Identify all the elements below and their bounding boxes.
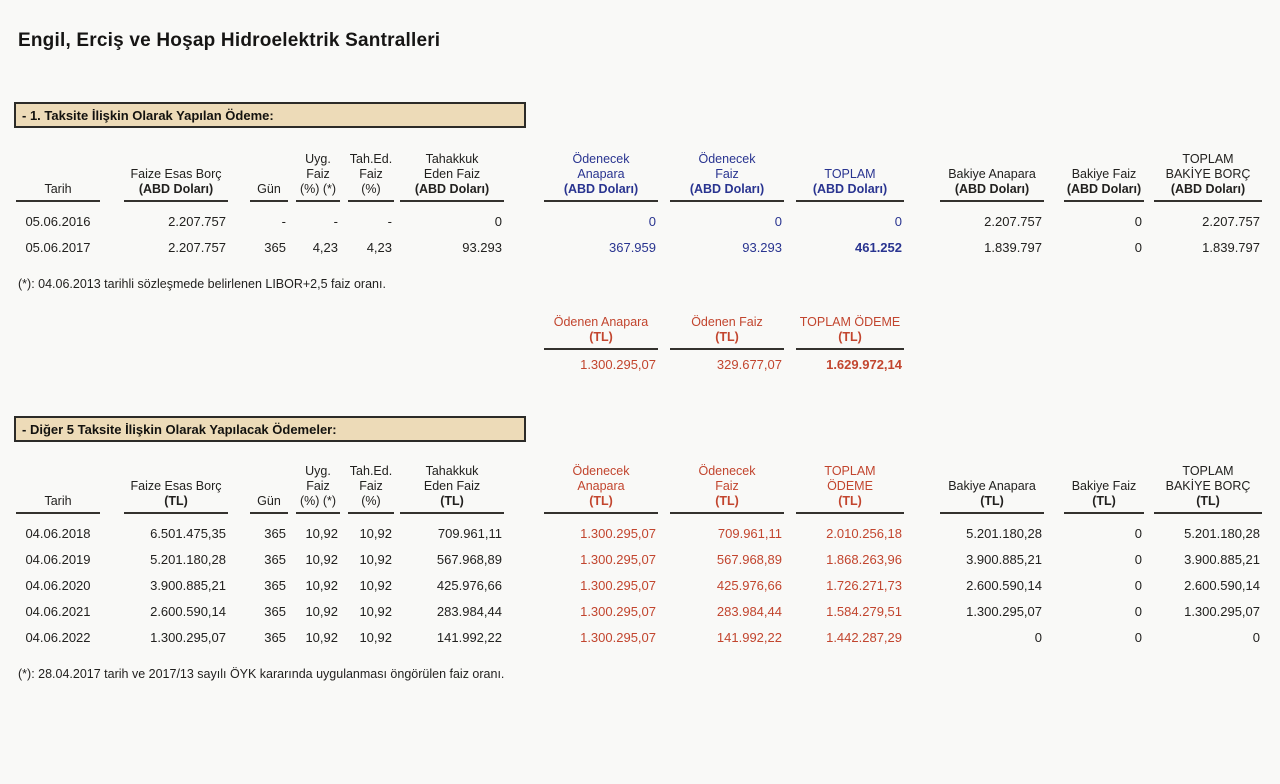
header-line: Ödenen Anapara <box>553 315 649 329</box>
col-header-toplam <box>796 143 904 202</box>
header-line: (%) (*) <box>299 494 337 508</box>
header-line: Gün <box>257 182 281 196</box>
cell: 0 <box>1134 239 1142 255</box>
cell: 4,23 <box>366 239 392 255</box>
header-line: (ABD Doları) <box>138 182 214 196</box>
header-line: Faiz <box>306 479 330 493</box>
col-header-bakiye-anapara <box>940 455 1044 514</box>
table-row <box>0 234 1262 260</box>
paid-summary-header-row <box>0 306 1262 350</box>
header-line: TOPLAM <box>1182 464 1234 478</box>
header-line: Gün <box>257 494 281 508</box>
cell: 04.06.2022 <box>25 629 91 645</box>
header-line: (TL) <box>715 494 739 508</box>
tl-paid-summary-table <box>0 306 1262 378</box>
cell: 2.600.590,14 <box>1184 577 1260 593</box>
cell: 5.201.180,28 <box>1184 525 1260 541</box>
cell: 0 <box>1034 629 1042 645</box>
col-header-toplam-odeme <box>796 306 904 350</box>
header-line: Tahakkuk <box>425 152 479 166</box>
cell: 1.300.295,07 <box>580 577 656 593</box>
header-line: (ABD Doları) <box>1170 182 1246 196</box>
cell: 0 <box>1134 629 1142 645</box>
col-header-toplam-bakiye-borc <box>1154 143 1262 202</box>
header-line: (TL) <box>838 330 862 344</box>
cell: 10,92 <box>305 603 338 619</box>
header-line: (ABD Doları) <box>414 182 490 196</box>
header-line: (%) <box>361 494 381 508</box>
col-header-tahakkuk-eden-faiz <box>400 455 504 514</box>
cell: 10,92 <box>305 629 338 645</box>
header-line: Anapara <box>577 479 625 493</box>
col-header-toplam-bakiye-borc <box>1154 455 1262 514</box>
header-line: (TL) <box>1092 494 1116 508</box>
header-line: Ödenecek <box>698 464 756 478</box>
cell: 367.959 <box>609 239 656 255</box>
cell: 1.300.295,07 <box>580 603 656 619</box>
cell: 329.677,07 <box>716 356 782 372</box>
section-2-header-band <box>14 416 526 442</box>
cell: 93.293 <box>462 239 502 255</box>
header-line: (TL) <box>164 494 188 508</box>
cell: 6.501.475,35 <box>150 525 226 541</box>
header-line: Tah.Ed. <box>349 464 393 478</box>
cell: 0 <box>774 213 782 229</box>
cell: 0 <box>1134 213 1142 229</box>
footnote-1: (*): 04.06.2013 tarihli sözleşmede belirlenen LIBOR+2,5 faiz oranı. <box>18 277 386 291</box>
cell: 0 <box>1134 603 1142 619</box>
cell: 04.06.2021 <box>25 603 91 619</box>
section-2-title: - Diğer 5 Taksite İlişkin Olarak Yapılacak Ödemeler: <box>22 421 337 437</box>
cell: 2.207.757 <box>168 213 226 229</box>
usd-table-header-row <box>0 143 1262 202</box>
header-line: Faiz <box>306 167 330 181</box>
cell: 1.300.295,07 <box>580 525 656 541</box>
table-row <box>0 520 1262 546</box>
table-row <box>0 598 1262 624</box>
cell: 1.300.295,07 <box>1184 603 1260 619</box>
header-line: Faize Esas Borç <box>130 167 222 181</box>
tl-payment-table <box>0 455 1262 650</box>
cell: 0 <box>1134 577 1142 593</box>
header-line: TOPLAM <box>824 464 876 478</box>
header-line: Faiz <box>715 479 739 493</box>
cell: 461.252 <box>855 239 902 255</box>
header-line: (TL) <box>838 494 862 508</box>
cell: - <box>387 213 392 229</box>
cell: 3.900.885,21 <box>150 577 226 593</box>
header-line: (ABD Doları) <box>689 182 765 196</box>
cell: 2.600.590,14 <box>966 577 1042 593</box>
cell: 10,92 <box>359 551 392 567</box>
col-header-odenecek-faiz <box>670 455 784 514</box>
col-header-odenecek-anapara <box>544 143 658 202</box>
cell: 2.207.757 <box>168 239 226 255</box>
cell: 1.726.271,73 <box>826 577 902 593</box>
cell: 141.992,22 <box>716 629 782 645</box>
cell: 1.300.295,07 <box>966 603 1042 619</box>
cell: 10,92 <box>305 525 338 541</box>
tl-table-header-row <box>0 455 1262 514</box>
col-header-uyg-faiz <box>296 143 340 202</box>
usd-payment-table <box>0 143 1262 260</box>
header-line: Tarih <box>44 182 72 196</box>
cell: 4,23 <box>312 239 338 255</box>
header-line: TOPLAM ÖDEME <box>799 315 901 329</box>
col-header-tah-ed-faiz <box>348 455 394 514</box>
cell: 365 <box>264 239 286 255</box>
header-line: Eden Faiz <box>423 167 481 181</box>
col-header-odenecek-anapara <box>544 455 658 514</box>
cell: 10,92 <box>305 551 338 567</box>
cell: 0 <box>494 213 502 229</box>
cell: 1.839.797 <box>984 239 1042 255</box>
col-header-bakiye-faiz <box>1064 455 1144 514</box>
header-line: ÖDEME <box>827 479 873 493</box>
cell: 1.584.279,51 <box>826 603 902 619</box>
cell: 2.207.757 <box>984 213 1042 229</box>
cell: 5.201.180,28 <box>966 525 1042 541</box>
cell: 04.06.2020 <box>25 577 91 593</box>
header-line: (%) <box>361 182 381 196</box>
col-header-tahakkuk-eden-faiz <box>400 143 504 202</box>
cell: 0 <box>1134 525 1142 541</box>
header-line: Faiz <box>715 167 739 181</box>
col-header-toplam-odeme <box>796 455 904 514</box>
header-line: TOPLAM <box>1182 152 1234 166</box>
header-line: Bakiye Anapara <box>948 167 1036 181</box>
col-header-odenecek-faiz <box>670 143 784 202</box>
header-line: Ödenen Faiz <box>691 315 763 329</box>
col-header-bakiye-faiz <box>1064 143 1144 202</box>
header-line: Ödenecek <box>572 152 630 166</box>
header-line: (ABD Doları) <box>1066 182 1142 196</box>
header-line: BAKİYE BORÇ <box>1165 167 1251 181</box>
cell: 10,92 <box>359 577 392 593</box>
header-line: (ABD Doları) <box>954 182 1030 196</box>
cell: 04.06.2019 <box>25 551 91 567</box>
cell: 365 <box>264 603 286 619</box>
cell: 1.868.263,96 <box>826 551 902 567</box>
cell: 567.968,89 <box>716 551 782 567</box>
table-row <box>0 350 1262 378</box>
header-line: (TL) <box>589 494 613 508</box>
cell: 1.300.295,07 <box>580 356 656 372</box>
cell: 10,92 <box>359 525 392 541</box>
header-line: Bakiye Faiz <box>1071 479 1137 493</box>
section-1-title: - 1. Taksite İlişkin Olarak Yapılan Ödeme: <box>22 107 274 123</box>
header-line: (TL) <box>980 494 1004 508</box>
header-line: Faize Esas Borç <box>130 479 222 493</box>
cell: 2.207.757 <box>1202 213 1260 229</box>
cell: 365 <box>264 525 286 541</box>
cell: 283.984,44 <box>436 603 502 619</box>
section-1-header-band <box>14 102 526 128</box>
header-line: (ABD Doları) <box>563 182 639 196</box>
col-header-faize-esas-borc <box>124 143 228 202</box>
cell: - <box>281 213 286 229</box>
header-line: Tahakkuk <box>425 464 479 478</box>
header-line: (%) (*) <box>299 182 337 196</box>
cell: 04.06.2018 <box>25 525 91 541</box>
cell: 425.976,66 <box>436 577 502 593</box>
table-row <box>0 208 1262 234</box>
cell: 365 <box>264 629 286 645</box>
col-header-faize-esas-borc <box>124 455 228 514</box>
cell: 5.201.180,28 <box>150 551 226 567</box>
header-line: Faiz <box>359 479 383 493</box>
cell: 10,92 <box>359 629 392 645</box>
cell: - <box>333 213 338 229</box>
col-header-gun <box>250 143 288 202</box>
header-line: Ödenecek <box>572 464 630 478</box>
cell: 0 <box>1134 551 1142 567</box>
col-header-odenen-anapara <box>544 306 658 350</box>
cell: 10,92 <box>305 577 338 593</box>
header-line: Uyg. <box>305 464 331 478</box>
header-line: (TL) <box>440 494 464 508</box>
cell: 1.442.287,29 <box>826 629 902 645</box>
page-title: Engil, Erciş ve Hoşap Hidroelektrik Santralleri <box>18 30 441 51</box>
table-row <box>0 624 1262 650</box>
cell: 1.300.295,07 <box>580 629 656 645</box>
cell: 1.300.295,07 <box>580 551 656 567</box>
cell: 3.900.885,21 <box>1184 551 1260 567</box>
header-line: BAKİYE BORÇ <box>1165 479 1251 493</box>
col-header-odenen-faiz <box>670 306 784 350</box>
header-line: Bakiye Faiz <box>1071 167 1137 181</box>
cell: 141.992,22 <box>436 629 502 645</box>
header-line: Eden Faiz <box>423 479 481 493</box>
footnote-2: (*): 28.04.2017 tarih ve 2017/13 sayılı ÖYK kararında uygulanması öngörülen faiz oranı. <box>18 667 505 681</box>
col-header-gun <box>250 455 288 514</box>
header-line: Faiz <box>359 167 383 181</box>
header-line: Tah.Ed. <box>349 152 393 166</box>
header-line: (TL) <box>1196 494 1220 508</box>
cell: 05.06.2016 <box>25 213 91 229</box>
header-line: TOPLAM <box>824 167 876 181</box>
cell: 0 <box>894 213 902 229</box>
cell: 425.976,66 <box>716 577 782 593</box>
table-row <box>0 546 1262 572</box>
header-line: Ödenecek <box>698 152 756 166</box>
cell: 0 <box>648 213 656 229</box>
cell: 283.984,44 <box>716 603 782 619</box>
col-header-tarih <box>16 455 100 514</box>
cell: 05.06.2017 <box>25 239 91 255</box>
table-row <box>0 572 1262 598</box>
cell: 10,92 <box>359 603 392 619</box>
cell: 93.293 <box>742 239 782 255</box>
header-line: (ABD Doları) <box>812 182 888 196</box>
cell: 1.629.972,14 <box>826 356 902 372</box>
cell: 1.839.797 <box>1202 239 1260 255</box>
cell: 0 <box>1252 629 1260 645</box>
cell: 2.010.256,18 <box>826 525 902 541</box>
cell: 567.968,89 <box>436 551 502 567</box>
cell: 3.900.885,21 <box>966 551 1042 567</box>
cell: 1.300.295,07 <box>150 629 226 645</box>
cell: 2.600.590,14 <box>150 603 226 619</box>
header-line: Uyg. <box>305 152 331 166</box>
header-line: Bakiye Anapara <box>948 479 1036 493</box>
header-line: (TL) <box>589 330 613 344</box>
cell: 365 <box>264 551 286 567</box>
cell: 709.961,11 <box>717 525 782 541</box>
col-header-bakiye-anapara <box>940 143 1044 202</box>
header-line: Tarih <box>44 494 72 508</box>
header-line: Anapara <box>577 167 625 181</box>
header-line: (TL) <box>715 330 739 344</box>
col-header-tarih <box>16 143 100 202</box>
cell: 365 <box>264 577 286 593</box>
col-header-uyg-faiz <box>296 455 340 514</box>
cell: 709.961,11 <box>437 525 502 541</box>
col-header-tah-ed-faiz <box>348 143 394 202</box>
